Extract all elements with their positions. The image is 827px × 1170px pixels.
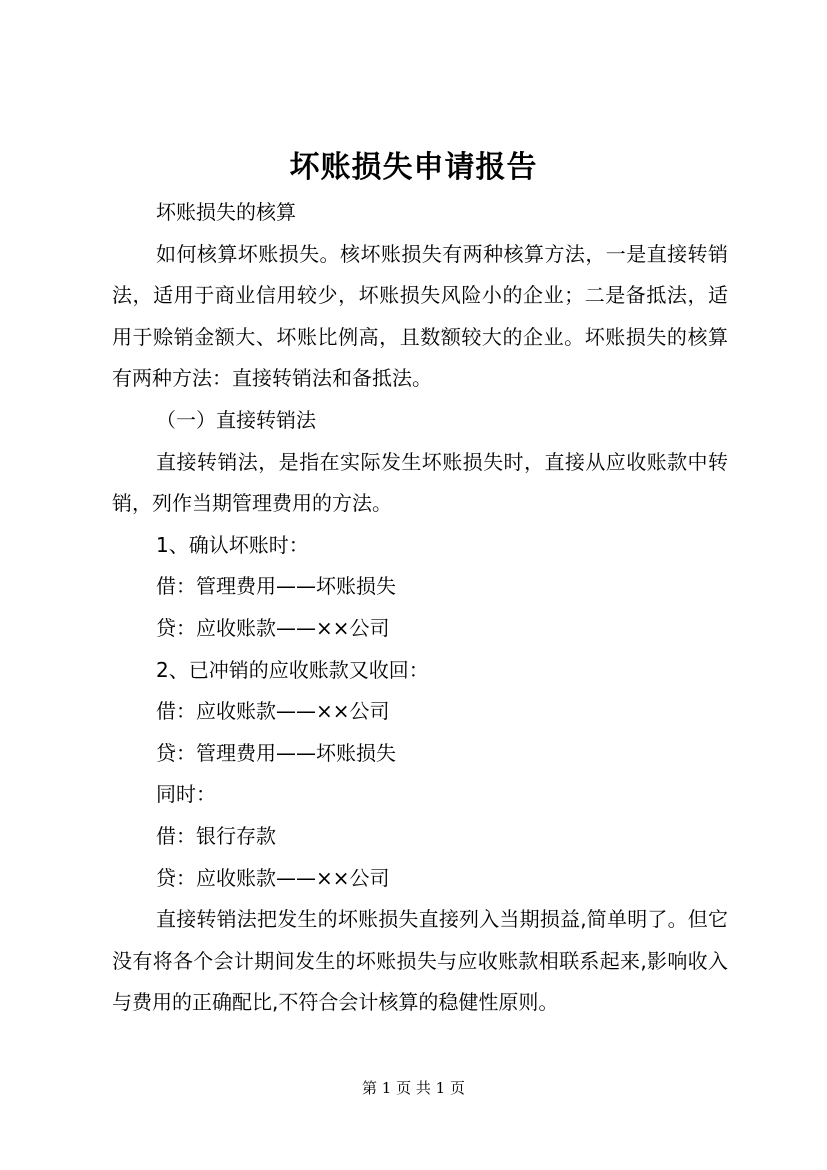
paragraph-entry-credit-2: 贷：管理费用——坏账损失 <box>156 740 396 765</box>
paragraph-entry-credit-1: 贷：应收账款——××公司 <box>156 615 390 640</box>
paragraph-definition: 直接转销法，是指在实际发生坏账损失时，直接从应收账款中转销，列作当期管理费用的方法。 <box>112 449 728 516</box>
paragraph-entry-credit-3: 贷：应收账款——××公司 <box>156 865 390 890</box>
paragraph-entry-debit-2: 借：应收账款——××公司 <box>156 699 390 724</box>
paragraph-heading-bad-debt-accounting: 坏账损失的核算 <box>156 200 296 224</box>
paragraph-intro: 如何核算坏账损失。核坏账损失有两种核算方法，一是直接转销法，适用于商业信用较少，坏账损失风险小的企业；二是备抵法，适用于赊销金额大、坏账比例高，且数额较大的企业。坏账损失的核算有两种方法：直接转销法和备抵法。 <box>112 241 728 391</box>
paragraph-step-1: 1、确认坏账时： <box>156 532 309 557</box>
paragraph-entry-debit-3: 借：银行存款 <box>156 823 276 848</box>
paragraph-entry-debit-1: 借：管理费用——坏账损失 <box>156 574 396 599</box>
document-title: 坏账损失申请报告 <box>289 150 538 185</box>
paragraph-simultaneously: 同时： <box>156 782 216 807</box>
paragraph-conclusion: 直接转销法把发生的坏账损失直接列入当期损益,简单明了。但它没有将各个会计期间发生的坏账损失与应收账款相联系起来,影响收入与费用的正确配比,不符合会计核算的稳健性原则。 <box>112 907 728 1015</box>
paragraph-section-heading: （一）直接转销法 <box>156 407 316 432</box>
page-number-footer: 第 1 页 共 1 页 <box>362 1079 465 1097</box>
document-body <box>112 192 728 1024</box>
paragraph-step-2: 2、已冲销的应收账款又收回： <box>156 657 429 682</box>
